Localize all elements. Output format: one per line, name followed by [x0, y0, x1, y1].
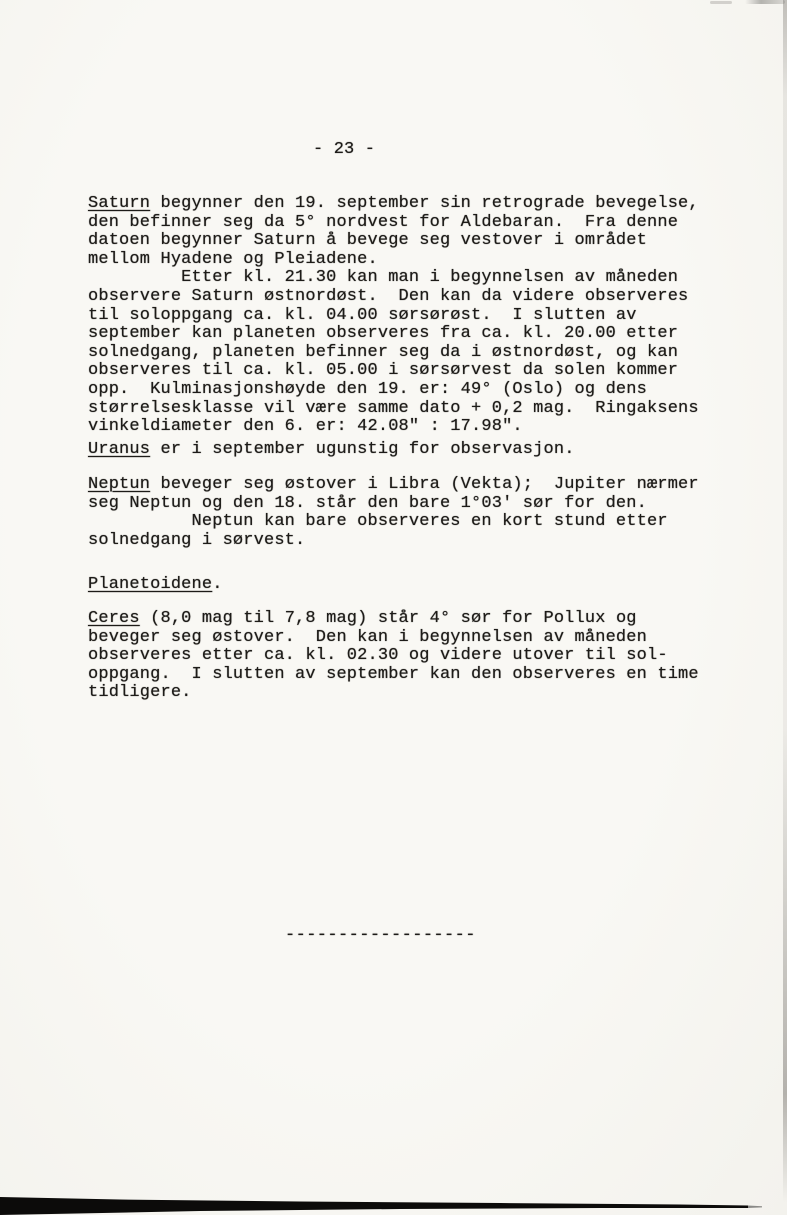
text-line — [88, 576, 223, 595]
neptun-lead-word: Neptun — [88, 475, 151, 494]
scan-artifact-top-right-smudge — [745, 0, 785, 4]
paragraph-uranus — [88, 441, 575, 460]
saturn-lead-word: Saturn — [88, 194, 151, 213]
text-line-rest: (8,0 mag til 7,8 mag) står 4° sør for Pollux og — [139, 609, 637, 628]
text-line-rest: begynner den 19. september sin retrograde bevegelse, — [150, 194, 699, 213]
text-line: datoen begynner Saturn å bevege seg vestover i området — [88, 231, 647, 251]
paragraph-saturn — [88, 195, 699, 437]
heading-planetoidene — [88, 576, 223, 595]
text-line-rest: er i september ugunstig for observasjon. — [150, 440, 575, 459]
ceres-lead-word: Ceres — [88, 609, 140, 628]
scan-artifact-bottom-edge — [0, 1189, 787, 1215]
text-line: observeres etter ca. kl. 02.30 og videre utover til sol- — [88, 646, 668, 666]
page-number: - 23 - — [313, 140, 376, 159]
text-line: tidligere. — [88, 683, 192, 703]
text-line-rest: . — [212, 575, 223, 594]
text-line: seg Neptun og den 18. står den bare 1°03' sør for den. — [88, 493, 647, 513]
text-line: til soloppgang ca. kl. 04.00 sørsørøst. I slutten av — [88, 305, 637, 325]
typed-dash-divider: ------------------ — [285, 926, 476, 945]
uranus-lead-word: Uranus — [88, 440, 151, 459]
text-line: Etter kl. 21.30 kan man i begynnelsen av måneden — [88, 268, 679, 288]
text-line: oppgang. I slutten av september kan den observeres en time — [88, 664, 699, 684]
text-line — [88, 476, 699, 495]
text-line: den befinner seg da 5° nordvest for Aldebaran. Fra denne — [88, 212, 679, 232]
text-line: september kan planeten observeres fra ca. kl. 20.00 etter — [88, 324, 679, 344]
paragraph-ceres — [88, 610, 699, 703]
paragraph-neptun — [88, 476, 699, 550]
text-line: observeres til ca. kl. 05.00 i sørsørvest da solen kommer — [88, 361, 679, 381]
text-line — [88, 441, 575, 460]
text-line: størrelsesklasse vil være samme dato + 0,2 mag. Ringaksens — [88, 398, 699, 418]
text-line: opp. Kulminasjonshøyde den 19. er: 49° (Oslo) og dens — [88, 379, 647, 399]
text-line: beveger seg østover. Den kan i begynnelsen av måneden — [88, 627, 647, 647]
text-line: vinkeldiameter den 6. er: 42.08" : 17.98". — [88, 417, 523, 437]
text-line: observere Saturn østnordøst. Den kan da videre observeres — [88, 286, 689, 306]
text-line: solnedgang i sørvest. — [88, 530, 306, 550]
text-line: solnedgang, planeten befinner seg da i østnordøst, og kan — [88, 342, 679, 362]
scan-artifact-top-right-smudge-2 — [710, 1, 732, 4]
text-line — [88, 610, 699, 629]
scan-artifact-right-edge — [783, 0, 787, 1215]
planetoidene-heading-word: Planetoidene — [88, 575, 213, 594]
text-line-rest: beveger seg østover i Libra (Vekta); Jupiter nærmer — [150, 475, 699, 494]
text-line: Neptun kan bare observeres en kort stund etter — [88, 512, 668, 532]
text-line: mellom Hyadene og Pleiadene. — [88, 249, 378, 269]
text-line — [88, 195, 699, 214]
